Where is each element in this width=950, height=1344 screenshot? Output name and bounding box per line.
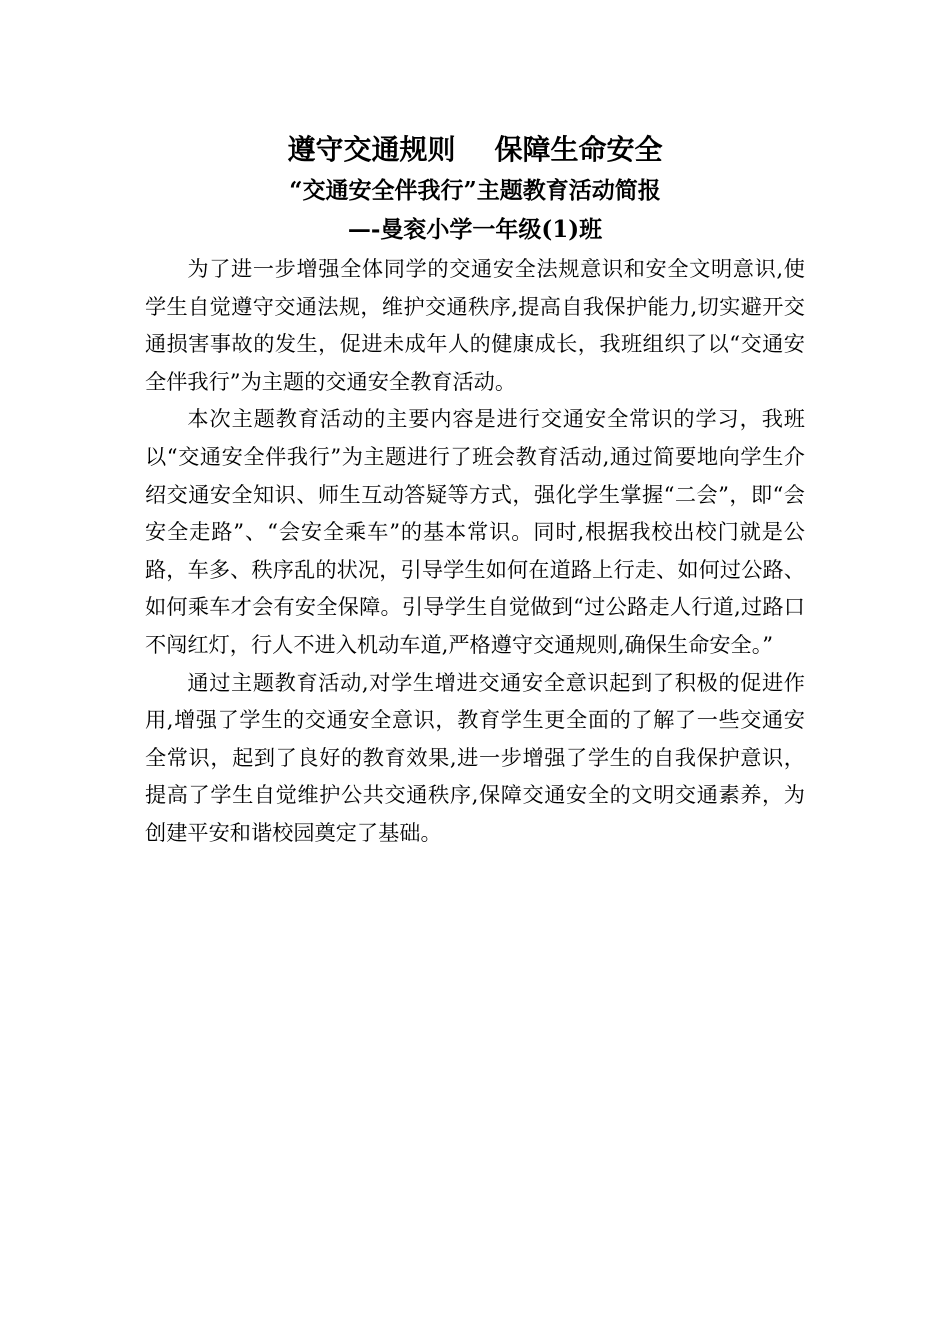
document-page [145, 128, 805, 852]
document-subtitle: “交通安全伴我行”主题教育活动简报 [289, 177, 661, 204]
paragraph-intro: 为了进一步增强全体同学的交通安全法规意识和安全文明意识,使学生自觉遵守交通法规，维护交通秩序,提高自我保护能力,切实避开交通损害事故的发生，促进未成年人的健康成长，我班组织了以“交通安全伴我行”为主题的交通安全教育活动。 [145, 256, 805, 394]
document-title: 遵守交通规则 保障生命安全 [287, 133, 663, 166]
paragraph-conclusion: 通过主题教育活动,对学生增进交通安全意识起到了积极的促进作用,增强了学生的交通安全意识，教育学生更全面的了解了一些交通安全常识，起到了良好的教育效果,进一步增强了学生的自我保护意识，提高了学生自觉维护公共交通秩序,保障交通安全的文明交通素养，为创建平安和谐校园奠定了基础。 [145, 669, 805, 845]
paragraph-activity: 本次主题教育活动的主要内容是进行交通安全常识的学习，我班以“交通安全伴我行”为主题进行了班会教育活动,通过简要地向学生介绍交通安全知识、师生互动答疑等方式，强化学生掌握“二会”，即“会安全走路”、“会安全乘车”的基本常识。同时,根据我校出校门就是公路，车多、秩序乱的状况，引导学生如何在道路上行走、如何过公路、如何乘车才会有安全保障。引导学生自觉做到“过公路走人行道,过路口不闯红灯，行人不进入机动车道,严格遵守交通规则,确保生命安全。” [145, 406, 805, 657]
document-byline: —-曼衮小学一年级(1)班 [347, 216, 603, 243]
